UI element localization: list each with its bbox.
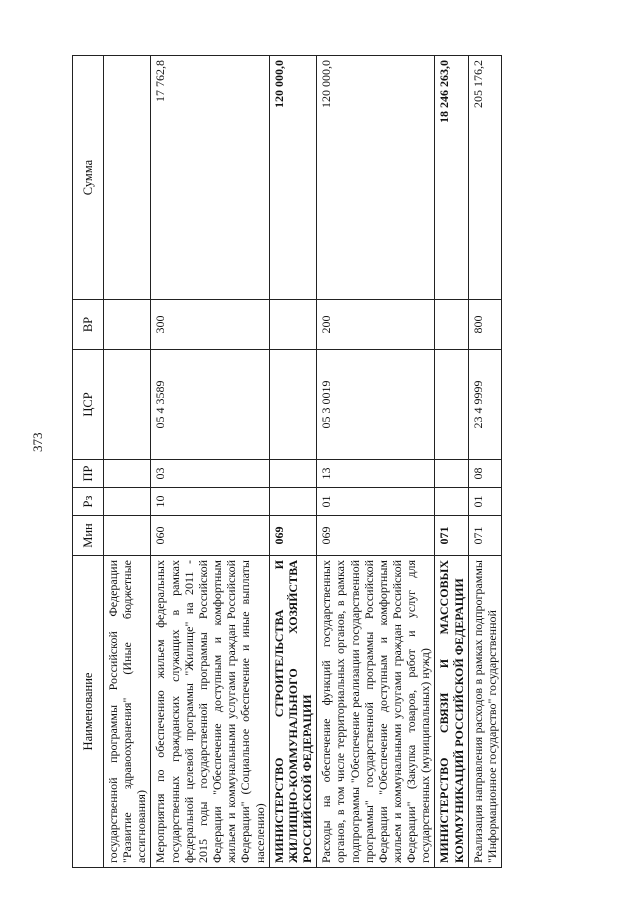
- header-rz: Рз: [73, 488, 104, 516]
- row-csr: [269, 350, 316, 460]
- row-sum: 18 246 263,0: [435, 56, 468, 300]
- row-vr: 300: [151, 300, 269, 350]
- row-csr: [104, 350, 151, 460]
- row-pr: [269, 460, 316, 488]
- row-name: Мероприятия по обеспечению жильем федеральных государственных гражданских служащих в рамках федеральной целевой программы "Жилище" на 2011 - 2015 годы государственной программы Российской Федерации "Обеспечение доступным и комфортным жильем и коммунальными услугами граждан Российской Федерации" (Социальное обеспечение и иные выплаты населению): [151, 556, 269, 868]
- row-pr: 13: [317, 460, 435, 488]
- header-row: [73, 56, 104, 868]
- row-name: Расходы на обеспечение функций государственных органов, в том числе территориальных органов, в рамках подпрограммы "Обеспечение реализации государственной программы" государственной программы Российской Федерации "Обеспечение доступным и комфортным жильем и коммунальными услугами граждан Российской Федерации" (Закупка товаров, работ и услуг для государственных (муниципальных) нужд): [317, 556, 435, 868]
- row-rz: [269, 488, 316, 516]
- page-number: 373: [30, 432, 45, 452]
- row-pr: [104, 460, 151, 488]
- row-rz: 01: [317, 488, 435, 516]
- row-pr: 03: [151, 460, 269, 488]
- row-name: Реализация направления расходов в рамках подпрограммы "Информационное государство" государственной: [468, 556, 501, 868]
- header-min: Мин: [73, 516, 104, 556]
- row-vr: 800: [468, 300, 501, 350]
- row-rz: [104, 488, 151, 516]
- table-row: [468, 56, 501, 868]
- row-csr: 23 4 9999: [468, 350, 501, 460]
- row-vr: [269, 300, 316, 350]
- table-row: [435, 56, 468, 868]
- row-csr: 05 3 0019: [317, 350, 435, 460]
- header-csr: ЦСР: [73, 350, 104, 460]
- row-vr: 200: [317, 300, 435, 350]
- header-name: Наименование: [73, 556, 104, 868]
- row-sum: 120 000,0: [269, 56, 316, 300]
- row-csr: 05 4 3589: [151, 350, 269, 460]
- row-name: МИНИСТЕРСТВО СТРОИТЕЛЬСТВА И ЖИЛИЩНО-КОММУНАЛЬНОГО ХОЗЯЙСТВА РОССИЙСКОЙ ФЕДЕРАЦИИ: [269, 556, 316, 868]
- table-row: [104, 56, 151, 868]
- table-row: [269, 56, 316, 868]
- table-row: [317, 56, 435, 868]
- row-name: МИНИСТЕРСТВО СВЯЗИ И МАССОВЫХ КОММУНИКАЦИЙ РОССИЙСКОЙ ФЕДЕРАЦИИ: [435, 556, 468, 868]
- header-vr: ВР: [73, 300, 104, 350]
- rotated-table-container: [72, 56, 592, 868]
- row-rz: 10: [151, 488, 269, 516]
- row-vr: [435, 300, 468, 350]
- row-vr: [104, 300, 151, 350]
- row-rz: [435, 488, 468, 516]
- row-pr: [435, 460, 468, 488]
- row-sum: 120 000,0: [317, 56, 435, 300]
- row-sum: 17 762,8: [151, 56, 269, 300]
- header-sum: Сумма: [73, 56, 104, 300]
- row-csr: [435, 350, 468, 460]
- table-row: [151, 56, 269, 868]
- row-min: 071: [435, 516, 468, 556]
- row-name: государственной программы Российской Федерации "Развитие здравоохранения" (Иные бюджетные ассигнования): [104, 556, 151, 868]
- row-sum: [104, 56, 151, 300]
- row-min: 069: [317, 516, 435, 556]
- row-min: 060: [151, 516, 269, 556]
- budget-table: [72, 55, 502, 868]
- row-rz: 01: [468, 488, 501, 516]
- row-min: 071: [468, 516, 501, 556]
- row-min: 069: [269, 516, 316, 556]
- row-pr: 08: [468, 460, 501, 488]
- row-sum: 205 176,2: [468, 56, 501, 300]
- row-min: [104, 516, 151, 556]
- header-pr: ПР: [73, 460, 104, 488]
